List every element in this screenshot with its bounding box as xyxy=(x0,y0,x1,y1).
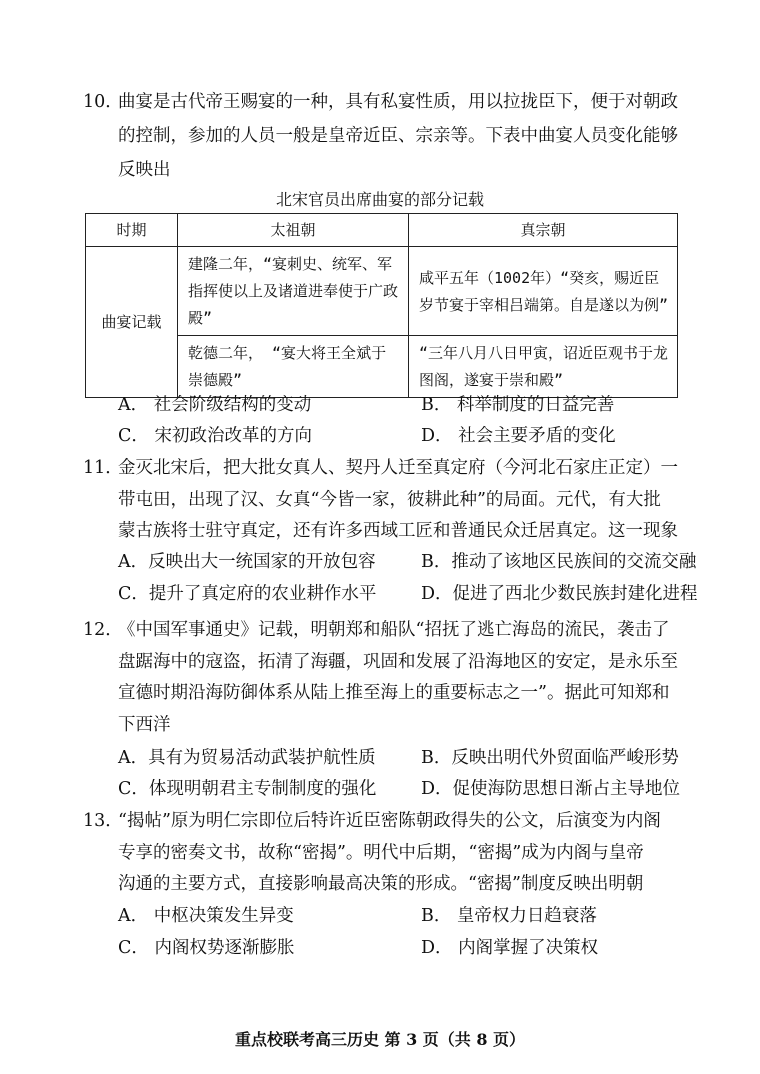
page-footer: 重点校联考高三历史 第 3 页（共 8 页） xyxy=(234,1030,526,1049)
table-cell: 咸平五年（1002年）“癸亥，赐近臣岁节宴于宰相吕端第。自是遂以为例” xyxy=(409,247,678,336)
question-stem-line: 的控制，参加的人员一般是皇帝近臣、宗亲等。下表中曲宴人员变化能够 xyxy=(118,126,678,146)
question-stem-line: 盘踞海中的寇盗，拓清了海疆，巩固和发展了沿海地区的安定，是永乐至 xyxy=(118,652,678,672)
question-number: 13． xyxy=(83,811,123,831)
question-stem-line: 反映出 xyxy=(118,160,171,180)
question-number: 12． xyxy=(83,620,123,640)
table-header-row xyxy=(86,214,678,247)
option-d[interactable]: D．促使海防思想日渐占主导地位 xyxy=(421,779,681,799)
question-stem-line: 沟通的主要方式，直接影响最高决策的形成。“密揭”制度反映出明朝 xyxy=(118,874,644,894)
table-cell: 乾德二年， “宴大将王全斌于崇德殿” xyxy=(178,336,409,398)
option-c[interactable]: C． 宋初政治改革的方向 xyxy=(118,426,312,446)
records-table xyxy=(85,213,678,398)
table-row xyxy=(86,247,678,336)
question-stem-line: 带屯田，出现了汉、女真“今皆一家，彼耕此种”的局面。元代，有大批 xyxy=(118,490,661,510)
row-label: 曲宴记载 xyxy=(86,247,178,398)
question-stem-line: 宣德时期沿海防御体系从陆上推至海上的重要标志之一”。据此可知郑和 xyxy=(118,683,670,703)
option-a[interactable]: A． 社会阶级结构的变动 xyxy=(118,395,312,415)
option-d[interactable]: D． 社会主要矛盾的变化 xyxy=(421,426,616,446)
option-a[interactable]: A． 中枢决策发生异变 xyxy=(118,906,294,926)
question-stem-line: “揭帖”原为明仁宗即位后特许近臣密陈朝政得失的公文，后演变为内阁 xyxy=(118,811,661,831)
question-number: 10． xyxy=(83,92,123,112)
option-a[interactable]: A．反映出大一统国家的开放包容 xyxy=(118,552,376,572)
table-title: 北宋官员出席曲宴的部分记载 xyxy=(275,190,484,209)
option-d[interactable]: D．促进了西北少数民族封建化进程 xyxy=(421,584,698,604)
option-c[interactable]: C． 内阁权势逐渐膨胀 xyxy=(118,938,295,958)
option-c[interactable]: C．体现明朝君主专制制度的强化 xyxy=(118,779,377,799)
question-stem-line: 金灭北宋后，把大批女真人、契丹人迁至真定府（今河北石家庄正定）一 xyxy=(118,458,678,478)
question-stem-line: 下西洋 xyxy=(118,715,171,735)
question-stem-line: 《中国军事通史》记载，明朝郑和船队“招抚了逃亡海岛的流民，袭击了 xyxy=(118,620,670,640)
question-stem-line: 蒙古族将士驻守真定，还有许多西域工匠和普通民众迁居真定。这一现象 xyxy=(118,521,678,541)
header-period: 时期 xyxy=(86,214,178,247)
option-b[interactable]: B．推动了该地区民族间的交流交融 xyxy=(421,552,697,572)
option-a[interactable]: A．具有为贸易活动武装护航性质 xyxy=(118,748,376,768)
option-d[interactable]: D． 内阁掌握了决策权 xyxy=(421,938,599,958)
table-cell: 建隆二年，“宴刺史、统军、军指挥使以上及诸道进奉使于广政殿” xyxy=(178,247,409,336)
option-b[interactable]: B．反映出明代外贸面临严峻形势 xyxy=(421,748,679,768)
question-stem-line: 曲宴是古代帝王赐宴的一种，具有私宴性质，用以拉拢臣下，便于对朝政 xyxy=(118,92,678,112)
header-zhenzong: 真宗朝 xyxy=(409,214,678,247)
question-number: 11． xyxy=(83,458,123,478)
question-stem-line: 专享的密奏文书，故称“密揭”。明代中后期，“密揭”成为内阁与皇帝 xyxy=(118,843,644,863)
option-b[interactable]: B． 科举制度的日益完善 xyxy=(421,395,615,415)
option-b[interactable]: B． 皇帝权力日趋衰落 xyxy=(421,906,597,926)
header-taizu: 太祖朝 xyxy=(178,214,409,247)
table-cell: “三年八月八日甲寅，诏近臣观书于龙图阁，遂宴于崇和殿” xyxy=(409,336,678,398)
option-c[interactable]: C．提升了真定府的农业耕作水平 xyxy=(118,584,377,604)
